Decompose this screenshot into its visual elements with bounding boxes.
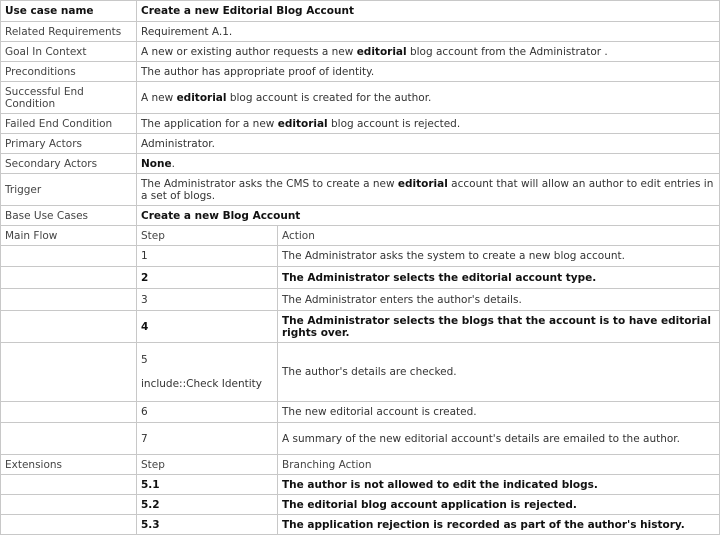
failed-text-bold: editorial xyxy=(277,117,328,130)
main-flow-empty-cell xyxy=(1,267,137,289)
main-flow-step-number: 2 xyxy=(137,267,278,289)
main-flow-step-number xyxy=(137,343,278,402)
extension-row xyxy=(1,515,720,535)
main-flow-header-row xyxy=(1,226,720,246)
main-flow-step-action: The author's details are checked. xyxy=(278,343,720,402)
goal-text-end: blog account from the Administrator . xyxy=(406,45,608,58)
trigger-value xyxy=(137,174,720,206)
goal-text-bold: editorial xyxy=(356,45,407,58)
extensions-action-header: Branching Action xyxy=(278,455,720,475)
related-requirements-row xyxy=(1,22,720,42)
trigger-row xyxy=(1,174,720,206)
main-flow-label: Main Flow xyxy=(1,226,137,246)
goal-in-context-label: Goal In Context xyxy=(1,42,137,62)
main-flow-empty-cell xyxy=(1,246,137,267)
primary-actors-label: Primary Actors xyxy=(1,134,137,154)
extensions-header-row xyxy=(1,455,720,475)
step-five-number: 5 xyxy=(141,354,148,366)
extension-step-number: 5.3 xyxy=(137,515,278,535)
main-flow-step-row xyxy=(1,311,720,343)
secondary-actors-value xyxy=(137,154,720,174)
main-flow-step-header: Step xyxy=(137,226,278,246)
use-case-name-value: Create a new Editorial Blog Account xyxy=(137,1,720,22)
secondary-actors-label: Secondary Actors xyxy=(1,154,137,174)
preconditions-label: Preconditions xyxy=(1,62,137,82)
failed-text-end: blog account is rejected. xyxy=(327,117,461,130)
extension-action: The editorial blog account application is rejected. xyxy=(278,495,720,515)
failed-text-start: The application for a new xyxy=(141,117,278,130)
extensions-empty-cell xyxy=(1,475,137,495)
trigger-text-start: The Administrator asks the CMS to create a new xyxy=(141,177,398,190)
extension-action: The application rejection is recorded as part of the author's history. xyxy=(278,515,720,535)
related-requirements-label: Related Requirements xyxy=(1,22,137,42)
success-text-bold: editorial xyxy=(176,91,227,104)
main-flow-empty-cell xyxy=(1,402,137,423)
main-flow-step-number: 1 xyxy=(137,246,278,267)
failed-end-condition-row xyxy=(1,114,720,134)
extensions-empty-cell xyxy=(1,515,137,535)
main-flow-step-action: The new editorial account is created. xyxy=(278,402,720,423)
use-case-name-label: Use case name xyxy=(1,1,137,22)
main-flow-step-row xyxy=(1,246,720,267)
main-flow-step-action: The Administrator selects the blogs that the account is to have editorial rights over. xyxy=(278,311,720,343)
main-flow-step-row xyxy=(1,289,720,311)
main-flow-empty-cell xyxy=(1,289,137,311)
main-flow-step-row xyxy=(1,267,720,289)
main-flow-empty-cell xyxy=(1,343,137,402)
main-flow-step-action: A summary of the new editorial account's details are emailed to the author. xyxy=(278,423,720,455)
extensions-label: Extensions xyxy=(1,455,137,475)
successful-end-condition-label: Successful End Condition xyxy=(1,82,137,114)
preconditions-row xyxy=(1,62,720,82)
main-flow-step-number: 4 xyxy=(137,311,278,343)
main-flow-step-number: 3 xyxy=(137,289,278,311)
main-flow-step-action: The Administrator asks the system to create a new blog account. xyxy=(278,246,720,267)
extension-step-number: 5.2 xyxy=(137,495,278,515)
main-flow-step-row xyxy=(1,423,720,455)
main-flow-empty-cell xyxy=(1,311,137,343)
main-flow-step-row xyxy=(1,402,720,423)
main-flow-step-number: 7 xyxy=(137,423,278,455)
related-requirements-value: Requirement A.1. xyxy=(137,22,720,42)
secondary-actors-bold: None xyxy=(141,157,172,170)
base-use-cases-value: Create a new Blog Account xyxy=(137,206,720,226)
main-flow-empty-cell xyxy=(1,423,137,455)
failed-end-condition-label: Failed End Condition xyxy=(1,114,137,134)
primary-actors-row xyxy=(1,134,720,154)
success-text-end: blog account is created for the author. xyxy=(226,91,432,104)
base-use-cases-label: Base Use Cases xyxy=(1,206,137,226)
trigger-text-bold: editorial xyxy=(397,177,448,190)
primary-actors-value: Administrator. xyxy=(137,134,720,154)
trigger-text-end: account that will allow an author to edit entries in a set of blogs. xyxy=(141,177,714,202)
extensions-empty-cell xyxy=(1,495,137,515)
secondary-actors-end: . xyxy=(171,157,175,170)
goal-text-start: A new or existing author requests a new xyxy=(141,45,357,58)
main-flow-action-header: Action xyxy=(278,226,720,246)
trigger-label: Trigger xyxy=(1,174,137,206)
secondary-actors-row xyxy=(1,154,720,174)
failed-end-condition-value xyxy=(137,114,720,134)
main-flow-step-action: The Administrator selects the editorial account type. xyxy=(278,267,720,289)
main-flow-step-number: 6 xyxy=(137,402,278,423)
extension-row xyxy=(1,475,720,495)
extension-action: The author is not allowed to edit the indicated blogs. xyxy=(278,475,720,495)
preconditions-value: The author has appropriate proof of identity. xyxy=(137,62,720,82)
use-case-name-row xyxy=(1,1,720,22)
successful-end-condition-row xyxy=(1,82,720,114)
goal-in-context-value xyxy=(137,42,720,62)
base-use-cases-row xyxy=(1,206,720,226)
goal-in-context-row xyxy=(1,42,720,62)
extension-step-number: 5.1 xyxy=(137,475,278,495)
include-check-identity: include::Check Identity xyxy=(141,378,262,390)
extensions-step-header: Step xyxy=(137,455,278,475)
main-flow-step-action: The Administrator enters the author's details. xyxy=(278,289,720,311)
extension-row xyxy=(1,495,720,515)
success-text-start: A new xyxy=(141,91,177,104)
successful-end-condition-value xyxy=(137,82,720,114)
main-flow-step-row xyxy=(1,343,720,402)
